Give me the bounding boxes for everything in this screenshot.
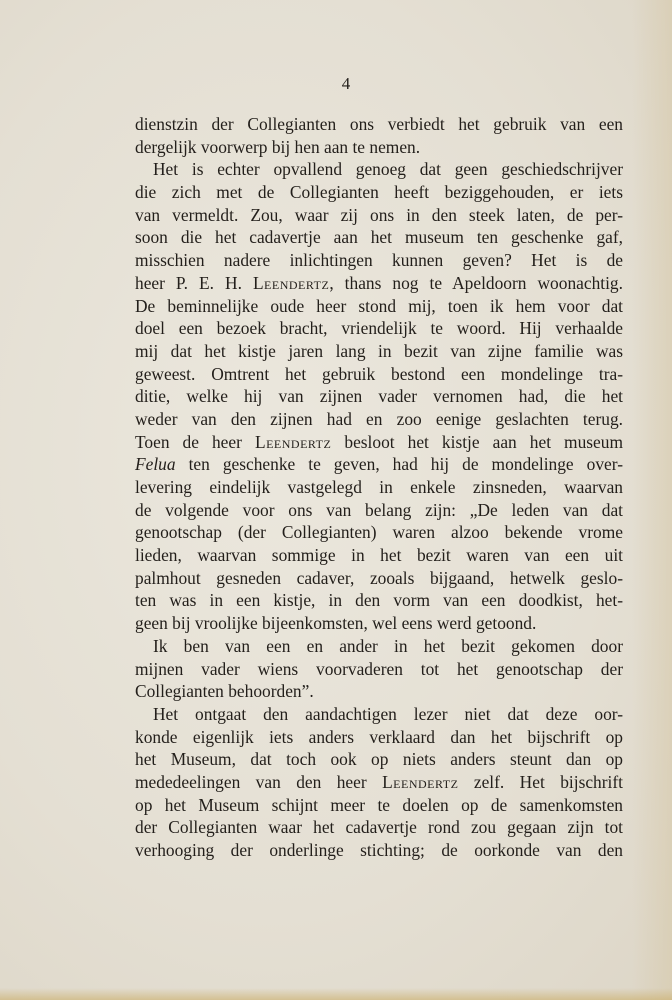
page-edge-shadow <box>632 0 672 1000</box>
text-segment: geweest. Omtrent het gebruik bestond een mondelinge tra- <box>135 363 623 384</box>
text-line <box>135 385 623 408</box>
text-line <box>135 249 623 272</box>
text-segment: palmhout gesneden cadaver, zooals bijgaand, hetwelk geslo- <box>135 567 623 588</box>
text-line <box>135 589 623 612</box>
text-line <box>135 113 623 136</box>
text-segment: De beminnelijke oude heer stond mij, toen ik hem voor dat <box>135 295 623 316</box>
text-segment: ditie, welke hij van zijnen vader vernomen had, die het <box>135 386 623 407</box>
text-line <box>135 726 623 749</box>
body-text <box>135 113 623 862</box>
text-line <box>135 453 623 476</box>
text-segment: soon die het cadavertje aan het museum ten geschenke gaf, <box>135 227 623 248</box>
text-segment: , thans nog te Apeldoorn woonachtig. <box>329 272 623 293</box>
text-line <box>135 703 623 726</box>
text-line <box>135 295 623 318</box>
page-bottom-edge <box>0 988 672 1000</box>
text-segment: de volgende voor ons van belang zijn: „De leden van dat <box>135 499 623 520</box>
text-segment: Het ontgaat den aandachtigen lezer niet dat deze oor- <box>153 703 623 724</box>
text-segment: die zich met de Collegianten heeft beziggehouden, er iets <box>135 182 623 203</box>
text-line <box>135 136 623 159</box>
text-segment: weder van den zijnen had en zoo eenige geslachten terug. <box>135 408 623 429</box>
text-segment: mededeelingen van den heer <box>135 771 383 792</box>
text-line <box>135 158 623 181</box>
text-segment: Collegianten behoorden”. <box>135 681 314 702</box>
text-segment: konde eigenlijk iets anders verklaard dan het bijschrift op <box>135 726 623 747</box>
text-line <box>135 771 623 794</box>
text-line <box>135 612 623 635</box>
text-segment: mijnen vader wiens voorvaderen tot het genootschap der <box>135 658 623 679</box>
text-segment: misschien nadere inlichtingen kunnen geven? Het is de <box>135 250 623 271</box>
text-line <box>135 476 623 499</box>
text-line <box>135 317 623 340</box>
text-segment: besloot het kistje aan het museum <box>331 431 623 452</box>
text-segment: doel een bezoek bracht, vriendelijk te woord. Hij verhaalde <box>135 318 623 339</box>
text-segment: lieden, waarvan sommige in het bezit waren van een uit <box>135 545 623 566</box>
text-segment: verhooging der onderlinge stichting; de oorkonde van den <box>135 840 623 860</box>
text-line <box>135 748 623 771</box>
text-segment: op het Museum schijnt meer te doelen op de samenkomsten <box>135 794 623 815</box>
text-line <box>135 431 623 454</box>
text-line <box>135 363 623 386</box>
text-segment: Ik ben van een en ander in het bezit gekomen door <box>153 635 623 656</box>
text-line <box>135 181 623 204</box>
text-segment: ten was in een kistje, in den vorm van een doodkist, het- <box>135 590 623 611</box>
text-segment: genootschap (der Collegianten) waren alzoo bekende vrome <box>135 522 623 543</box>
text-line <box>135 635 623 658</box>
text-segment: zelf. Het bijschrift <box>458 771 623 792</box>
text-line <box>135 567 623 590</box>
text-line <box>135 226 623 249</box>
small-caps-name: Leendertz <box>252 272 330 293</box>
small-caps-name: Leendertz <box>382 771 459 792</box>
text-segment: Toen de heer <box>135 431 255 452</box>
text-line <box>135 340 623 363</box>
italic-term: Felua <box>135 454 176 475</box>
text-line <box>135 204 623 227</box>
text-segment: der Collegianten waar het cadavertje rond zou gegaan zijn tot <box>135 817 623 838</box>
text-segment: het Museum, dat toch ook op niets anders steunt dan op <box>135 749 623 770</box>
text-segment: levering eindelijk vastgelegd in enkele zinsneden, waarvan <box>135 477 623 497</box>
text-line <box>135 521 623 544</box>
text-line <box>135 816 623 839</box>
text-line <box>135 839 623 862</box>
text-line <box>135 408 623 431</box>
text-segment: dergelijk voorwerp bij hen aan te nemen. <box>135 136 421 157</box>
text-line <box>135 658 623 681</box>
text-segment: geen bij vroolijke bijeenkomsten, wel eens werd getoond. <box>135 613 537 634</box>
text-line <box>135 499 623 522</box>
text-segment: van vermeldt. Zou, waar zij ons in den steek laten, de per- <box>135 204 623 225</box>
text-segment: heer P. E. H. <box>135 272 253 293</box>
page-number: 4 <box>341 74 351 93</box>
text-segment: dienstzin der Collegianten ons verbiedt het gebruik van een <box>135 114 623 134</box>
text-segment: mij dat het kistje jaren lang in bezit van zijne familie was <box>135 340 623 361</box>
text-line <box>135 680 623 703</box>
text-line <box>135 544 623 567</box>
small-caps-name: Leendertz <box>254 431 332 452</box>
text-line <box>135 272 623 295</box>
text-segment: ten geschenke te geven, had hij de mondelinge over- <box>175 454 623 475</box>
text-line <box>135 794 623 817</box>
text-segment: Het is echter opvallend genoeg dat geen geschiedschrijver <box>153 159 623 180</box>
